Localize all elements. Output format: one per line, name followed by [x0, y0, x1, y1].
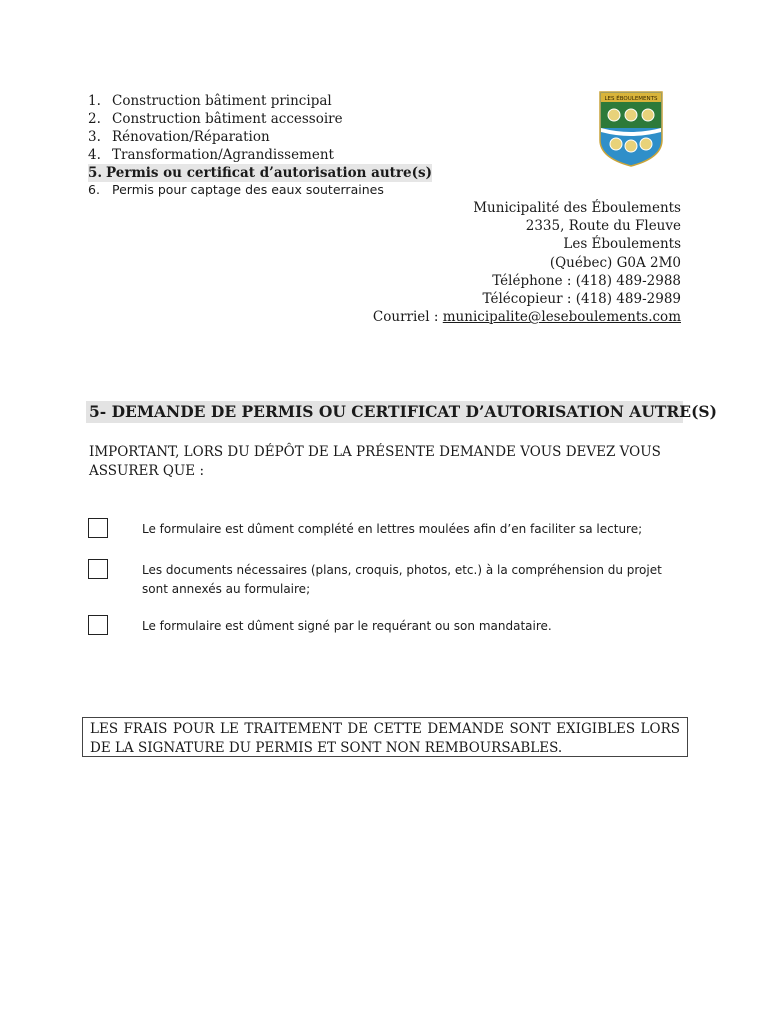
logo-banner-text: LES ÉBOULEMENTS	[604, 96, 658, 102]
list-item-current: 5. Permis ou certificat d’autorisation autre(s)	[88, 165, 432, 181]
phone: Téléphone : (418) 489-2988	[492, 272, 681, 289]
list-item: 4. Transformation/Agrandissement	[88, 147, 334, 163]
checkbox[interactable]	[88, 615, 108, 635]
list-item: 2. Construction bâtiment accessoire	[88, 111, 343, 127]
municipality-name: Municipalité des Éboulements	[473, 200, 681, 216]
province-postal: (Québec) G0A 2M0	[549, 254, 681, 271]
municipality-address	[373, 199, 681, 326]
fax: Télécopieur : (418) 489-2989	[482, 291, 681, 308]
fees-notice: LES FRAIS POUR LE TRAITEMENT DE CETTE DEMANDE SONT EXIGIBLES LORS DE LA SIGNATURE DU PERMIS ET SONT NON REMBOURSABLES.	[82, 717, 688, 757]
permit-type-list	[88, 92, 432, 198]
email-line: Courriel : municipalite@leseboulements.com	[372, 309, 681, 326]
important-notice: IMPORTANT, LORS DU DÉPÔT DE LA PRÉSENTE DEMANDE VOUS DEVEZ VOUS ASSURER QUE :	[89, 444, 661, 479]
list-item: 6. Permis pour captage des eaux souterraines	[88, 182, 384, 197]
email-link[interactable]: municipalite@leseboulements.com	[442, 309, 681, 326]
city: Les Éboulements	[563, 236, 681, 253]
list-item: 3. Rénovation/Réparation	[88, 129, 270, 145]
checkbox[interactable]	[88, 518, 108, 538]
municipal-crest-logo	[596, 88, 666, 168]
list-item: 1. Construction bâtiment principal	[88, 93, 332, 109]
checkbox[interactable]	[88, 559, 108, 579]
street-address: 2335, Route du Fleuve	[525, 218, 681, 235]
section-title: 5- DEMANDE DE PERMIS OU CERTIFICAT D’AUTORISATION AUTRE(S)	[86, 401, 683, 423]
